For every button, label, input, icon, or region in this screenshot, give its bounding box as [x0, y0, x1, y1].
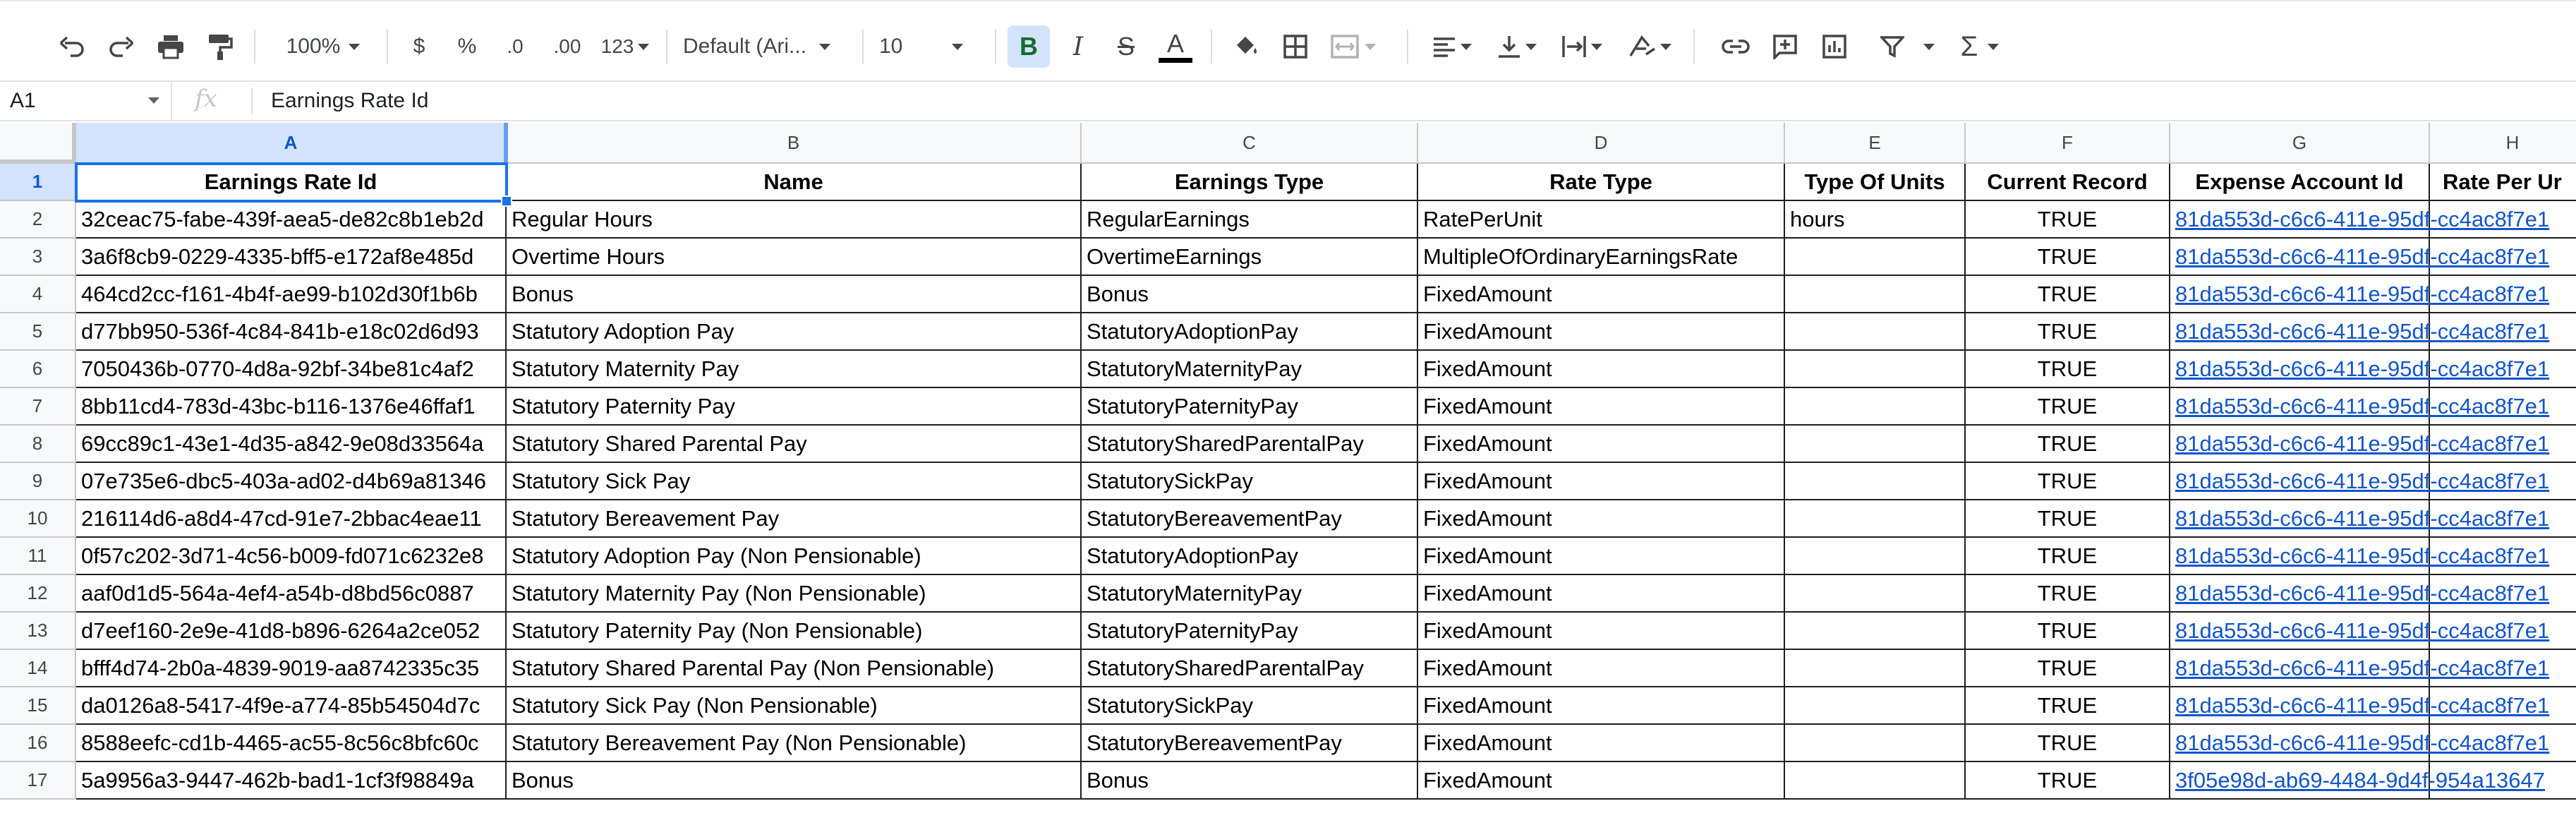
name-box[interactable] [0, 82, 172, 120]
chevron-down-icon [148, 97, 159, 104]
cell-c9[interactable]: StatutorySickPay [1082, 463, 1418, 500]
cell-f16[interactable]: TRUE [1966, 725, 2170, 762]
text-rotation-icon [1628, 35, 1656, 59]
row-header-4[interactable]: 4 [0, 276, 76, 313]
column-header-b[interactable]: B [507, 123, 1082, 164]
row-header-11[interactable]: 11 [0, 538, 76, 575]
cell-b17[interactable]: Bonus [507, 762, 1082, 800]
cell-b10[interactable]: Statutory Bereavement Pay [507, 500, 1082, 538]
cell-f4[interactable]: TRUE [1966, 276, 2170, 313]
cell-e7[interactable] [1785, 388, 1966, 426]
link-icon [1722, 39, 1750, 54]
chevron-down-icon [1591, 44, 1602, 50]
row-header-2[interactable]: 2 [0, 201, 76, 239]
formula-input[interactable]: Earnings Rate Id [271, 89, 429, 112]
cell-f10[interactable]: TRUE [1966, 500, 2170, 538]
redo-icon [107, 36, 135, 57]
cell-e10[interactable] [1785, 500, 1966, 538]
cell-g4[interactable]: 81da553d-c6c6-411e-95df-cc4ac8f7e1 [2170, 276, 2430, 313]
cell-b2[interactable]: Regular Hours [507, 201, 1082, 239]
cell-e5[interactable] [1785, 313, 1966, 351]
text-wrap-icon [1561, 35, 1587, 59]
cell-g8[interactable]: 81da553d-c6c6-411e-95df-cc4ac8f7e1 [2170, 426, 2430, 463]
increase-decimal-button[interactable]: .00 [553, 35, 581, 57]
cell-a8[interactable]: 69cc89c1-43e1-4d35-a842-9e08d33564a [76, 426, 507, 463]
functions-button[interactable] [1950, 25, 2009, 68]
cell-d12[interactable]: FixedAmount [1418, 575, 1785, 613]
align-left-icon [1432, 36, 1456, 57]
cell-e8[interactable] [1785, 426, 1966, 463]
cell-g16[interactable]: 81da553d-c6c6-411e-95df-cc4ac8f7e1 [2170, 725, 2430, 762]
cell-b14[interactable]: Statutory Shared Parental Pay (Non Pensionable) [507, 650, 1082, 687]
cell-e11[interactable] [1785, 538, 1966, 575]
cell-b3[interactable]: Overtime Hours [507, 239, 1082, 276]
chart-icon [1822, 34, 1847, 59]
toolbar [0, 0, 2576, 90]
cell-d4[interactable]: FixedAmount [1418, 276, 1785, 313]
cell-f17[interactable]: TRUE [1966, 762, 2170, 800]
cell-e15[interactable] [1785, 687, 1966, 725]
cell-f11[interactable]: TRUE [1966, 538, 2170, 575]
chevron-down-icon [1525, 44, 1537, 50]
cell-a6[interactable]: 7050436b-0770-4d8a-92bf-34be81c4af2 [76, 351, 507, 388]
cell-f12[interactable]: TRUE [1966, 575, 2170, 613]
text-color-button[interactable]: A [1154, 25, 1197, 68]
cell-d8[interactable]: FixedAmount [1418, 426, 1785, 463]
horizontal-align-button[interactable] [1422, 25, 1482, 68]
cell-d13[interactable]: FixedAmount [1418, 613, 1785, 650]
cell-c11[interactable]: StatutoryAdoptionPay [1082, 538, 1418, 575]
cell-c5[interactable]: StatutoryAdoptionPay [1082, 313, 1418, 351]
cell-b4[interactable]: Bonus [507, 276, 1082, 313]
row-header-16[interactable]: 16 [0, 725, 76, 762]
cell-a3[interactable]: 3a6f8cb9-0229-4335-bff5-e172af8e485d [76, 239, 507, 276]
merge-cells-icon [1331, 35, 1359, 59]
select-all-corner[interactable] [0, 123, 76, 164]
fill-handle[interactable] [501, 195, 512, 207]
font-size-select[interactable]: 10 [879, 25, 985, 68]
cell-d9[interactable]: FixedAmount [1418, 463, 1785, 500]
cell-g14[interactable]: 81da553d-c6c6-411e-95df-cc4ac8f7e1 [2170, 650, 2430, 687]
insert-chart-button[interactable] [1813, 25, 1856, 68]
column-header-d[interactable]: D [1418, 123, 1785, 164]
borders-button[interactable] [1274, 25, 1317, 68]
cell-d6[interactable]: FixedAmount [1418, 351, 1785, 388]
header-cell-a[interactable]: Earnings Rate Id [76, 164, 507, 201]
cell-c8[interactable]: StatutorySharedParentalPay [1082, 426, 1418, 463]
paint-format-icon [207, 33, 233, 60]
column-header-e[interactable]: E [1785, 123, 1966, 164]
cell-g17[interactable]: 3f05e98d-ab69-4484-9d4f-954a13647 [2170, 762, 2430, 800]
cell-d15[interactable]: FixedAmount [1418, 687, 1785, 725]
merge-cells-button[interactable] [1325, 25, 1381, 68]
cell-e6[interactable] [1785, 351, 1966, 388]
cell-b15[interactable]: Statutory Sick Pay (Non Pensionable) [507, 687, 1082, 725]
fx-icon: fx [195, 85, 217, 113]
cell-a4[interactable]: 464cd2cc-f161-4b4f-ae99-b102d30f1b6b [76, 276, 507, 313]
cell-b6[interactable]: Statutory Maternity Pay [507, 351, 1082, 388]
chevron-down-icon [952, 44, 963, 50]
cell-c14[interactable]: StatutorySharedParentalPay [1082, 650, 1418, 687]
cell-g12[interactable]: 81da553d-c6c6-411e-95df-cc4ac8f7e1 [2170, 575, 2430, 613]
header-cell-h[interactable]: Rate Per Ur [2430, 164, 2576, 201]
cell-a10[interactable]: 216114d6-a8d4-47cd-91e7-2bbac4eae11 [76, 500, 507, 538]
zoom-value: 100% [286, 35, 341, 58]
cell-g9[interactable]: 81da553d-c6c6-411e-95df-cc4ac8f7e1 [2170, 463, 2430, 500]
column-header-f[interactable]: F [1966, 123, 2170, 164]
cell-e12[interactable] [1785, 575, 1966, 613]
row-header-13[interactable]: 13 [0, 613, 76, 650]
cell-a14[interactable]: bfff4d74-2b0a-4839-9019-aa8742335c35 [76, 650, 507, 687]
cell-g5[interactable]: 81da553d-c6c6-411e-95df-cc4ac8f7e1 [2170, 313, 2430, 351]
cell-a12[interactable]: aaf0d1d5-564a-4ef4-a54b-d8bd56c0887 [76, 575, 507, 613]
italic-button[interactable]: I [1072, 32, 1084, 61]
cell-b12[interactable]: Statutory Maternity Pay (Non Pensionable) [507, 575, 1082, 613]
insert-link-button[interactable] [1715, 25, 1757, 68]
text-color-swatch [1159, 58, 1192, 63]
formula-bar [0, 80, 2576, 121]
cell-c13[interactable]: StatutoryPaternityPay [1082, 613, 1418, 650]
cell-c16[interactable]: StatutoryBereavementPay [1082, 725, 1418, 762]
cell-e16[interactable] [1785, 725, 1966, 762]
cell-b7[interactable]: Statutory Paternity Pay [507, 388, 1082, 426]
row-header-10[interactable]: 10 [0, 500, 76, 538]
cell-d3[interactable]: MultipleOfOrdinaryEarningsRate [1418, 239, 1785, 276]
cell-g11[interactable]: 81da553d-c6c6-411e-95df-cc4ac8f7e1 [2170, 538, 2430, 575]
cell-a16[interactable]: 8588eefc-cd1b-4465-ac55-8c56c8bfc60c [76, 725, 507, 762]
row-header-7[interactable]: 7 [0, 388, 76, 426]
row-header-6[interactable]: 6 [0, 351, 76, 388]
cell-g10[interactable]: 81da553d-c6c6-411e-95df-cc4ac8f7e1 [2170, 500, 2430, 538]
paint-bucket-icon [1233, 34, 1259, 59]
cell-c12[interactable]: StatutoryMaternityPay [1082, 575, 1418, 613]
cell-a15[interactable]: da0126a8-5417-4f9e-a774-85b54504d7c [76, 687, 507, 725]
cell-d14[interactable]: FixedAmount [1418, 650, 1785, 687]
borders-icon [1283, 34, 1308, 59]
chevron-down-icon [1365, 44, 1376, 50]
cell-f5[interactable]: TRUE [1966, 313, 2170, 351]
redo-button[interactable] [100, 25, 143, 68]
currency-format-button[interactable]: $ [413, 35, 425, 58]
row-header-17[interactable]: 17 [0, 762, 76, 800]
column-header-h[interactable]: H [2430, 123, 2576, 164]
vertical-align-button[interactable] [1487, 25, 1547, 68]
bold-button[interactable]: B [1008, 25, 1050, 68]
column-header-c[interactable]: C [1082, 123, 1418, 164]
cell-f8[interactable]: TRUE [1966, 426, 2170, 463]
cell-f2[interactable]: TRUE [1966, 201, 2170, 239]
chevron-down-icon [349, 44, 360, 50]
column-header-g[interactable]: G [2170, 123, 2430, 164]
cell-a17[interactable]: 5a9956a3-9447-462b-bad1-1cf3f98849a [76, 762, 507, 800]
cell-d5[interactable]: FixedAmount [1418, 313, 1785, 351]
chevron-down-icon [1923, 44, 1935, 50]
cell-f3[interactable]: TRUE [1966, 239, 2170, 276]
header-cell-f[interactable]: Current Record [1966, 164, 2170, 201]
header-cell-b[interactable]: Name [507, 164, 1082, 201]
cell-g3[interactable]: 81da553d-c6c6-411e-95df-cc4ac8f7e1 [2170, 239, 2430, 276]
row-header-12[interactable]: 12 [0, 575, 76, 613]
cell-a7[interactable]: 8bb11cd4-783d-43bc-b116-1376e46ffaf1 [76, 388, 507, 426]
cell-d10[interactable]: FixedAmount [1418, 500, 1785, 538]
cell-f15[interactable]: TRUE [1966, 687, 2170, 725]
row-header-8[interactable]: 8 [0, 426, 76, 463]
cell-b9[interactable]: Statutory Sick Pay [507, 463, 1082, 500]
insert-comment-button[interactable] [1764, 25, 1806, 68]
cell-c6[interactable]: StatutoryMaternityPay [1082, 351, 1418, 388]
cell-c15[interactable]: StatutorySickPay [1082, 687, 1418, 725]
cell-d7[interactable]: FixedAmount [1418, 388, 1785, 426]
cell-d11[interactable]: FixedAmount [1418, 538, 1785, 575]
paint-format-button[interactable] [199, 25, 241, 68]
filter-options-button[interactable] [1915, 25, 1943, 68]
chevron-down-icon [638, 44, 649, 50]
cell-f9[interactable]: TRUE [1966, 463, 2170, 500]
cell-b13[interactable]: Statutory Paternity Pay (Non Pensionable) [507, 613, 1082, 650]
row-header-5[interactable]: 5 [0, 313, 76, 351]
cell-f13[interactable]: TRUE [1966, 613, 2170, 650]
cell-b8[interactable]: Statutory Shared Parental Pay [507, 426, 1082, 463]
text-wrap-button[interactable] [1552, 25, 1611, 68]
cell-g13[interactable]: 81da553d-c6c6-411e-95df-cc4ac8f7e1 [2170, 613, 2430, 650]
cell-c7[interactable]: StatutoryPaternityPay [1082, 388, 1418, 426]
print-icon [157, 34, 185, 59]
filter-button[interactable] [1863, 25, 1922, 68]
cell-c3[interactable]: OvertimeEarnings [1082, 239, 1418, 276]
undo-icon [58, 36, 86, 57]
cell-g15[interactable]: 81da553d-c6c6-411e-95df-cc4ac8f7e1 [2170, 687, 2430, 725]
cell-a2[interactable]: 32ceac75-fabe-439f-aea5-de82c8b1eb2d [76, 201, 507, 239]
cell-e3[interactable] [1785, 239, 1966, 276]
cell-d2[interactable]: RatePerUnit [1418, 201, 1785, 239]
cell-a5[interactable]: d77bb950-536f-4c84-841b-e18c02d6d93 [76, 313, 507, 351]
cell-b16[interactable]: Statutory Bereavement Pay (Non Pensionable) [507, 725, 1082, 762]
row-header-14[interactable]: 14 [0, 650, 76, 687]
column-header-a[interactable]: A [76, 123, 507, 164]
row-header-3[interactable]: 3 [0, 239, 76, 276]
header-cell-c[interactable]: Earnings Type [1082, 164, 1418, 201]
fill-color-button[interactable] [1225, 25, 1267, 68]
row-header-9[interactable]: 9 [0, 463, 76, 500]
filter-icon [1880, 35, 1904, 58]
text-rotation-button[interactable] [1617, 25, 1682, 68]
strikethrough-button[interactable]: S [1117, 32, 1135, 61]
zoom-select[interactable] [274, 25, 373, 68]
column-resize-handle[interactable] [504, 123, 508, 164]
cell-e14[interactable] [1785, 650, 1966, 687]
print-button[interactable] [150, 25, 192, 68]
chevron-down-icon [1461, 44, 1472, 50]
cell-g6[interactable]: 81da553d-c6c6-411e-95df-cc4ac8f7e1 [2170, 351, 2430, 388]
cell-c2[interactable]: RegularEarnings [1082, 201, 1418, 239]
cell-f14[interactable]: TRUE [1966, 650, 2170, 687]
cell-e13[interactable] [1785, 613, 1966, 650]
row-header-15[interactable]: 15 [0, 687, 76, 725]
cell-b11[interactable]: Statutory Adoption Pay (Non Pensionable) [507, 538, 1082, 575]
cell-c4[interactable]: Bonus [1082, 276, 1418, 313]
cell-g2[interactable]: 81da553d-c6c6-411e-95df-cc4ac8f7e1 [2170, 201, 2430, 239]
header-cell-d[interactable]: Rate Type [1418, 164, 1785, 201]
percent-format-button[interactable]: % [457, 35, 477, 58]
number-format-select[interactable]: 123 [595, 25, 655, 68]
font-family-select[interactable]: Default (Ari... [683, 25, 852, 68]
cell-reference: A1 [10, 89, 36, 112]
cell-d16[interactable]: FixedAmount [1418, 725, 1785, 762]
cell-e17[interactable] [1785, 762, 1966, 800]
align-bottom-icon [1497, 35, 1521, 59]
undo-button[interactable] [51, 25, 93, 68]
cell-a11[interactable]: 0f57c202-3d71-4c56-b009-fd071c6232e8 [76, 538, 507, 575]
header-cell-g[interactable]: Expense Account Id [2170, 164, 2430, 201]
cell-a13[interactable]: d7eef160-2e9e-41d8-b896-6264a2ce052 [76, 613, 507, 650]
cell-f6[interactable]: TRUE [1966, 351, 2170, 388]
header-cell-e[interactable]: Type Of Units [1785, 164, 1966, 201]
cell-d17[interactable]: FixedAmount [1418, 762, 1785, 800]
cell-b5[interactable]: Statutory Adoption Pay [507, 313, 1082, 351]
cell-e4[interactable] [1785, 276, 1966, 313]
chevron-down-icon [819, 44, 830, 50]
chevron-down-icon [1660, 44, 1671, 50]
comment-add-icon [1772, 34, 1798, 59]
chevron-down-icon [1988, 44, 1999, 50]
cell-c17[interactable]: Bonus [1082, 762, 1418, 800]
cell-e9[interactable] [1785, 463, 1966, 500]
sum-icon: Σ [1960, 30, 1978, 62]
cell-f7[interactable]: TRUE [1966, 388, 2170, 426]
decrease-decimal-button[interactable]: .0 [507, 35, 524, 57]
cell-g7[interactable]: 81da553d-c6c6-411e-95df-cc4ac8f7e1 [2170, 388, 2430, 426]
cell-a9[interactable]: 07e735e6-dbc5-403a-ad02-d4b69a81346 [76, 463, 507, 500]
cell-c10[interactable]: StatutoryBereavementPay [1082, 500, 1418, 538]
row-header-1[interactable]: 1 [0, 164, 76, 201]
cell-e2[interactable]: hours [1785, 201, 1966, 239]
